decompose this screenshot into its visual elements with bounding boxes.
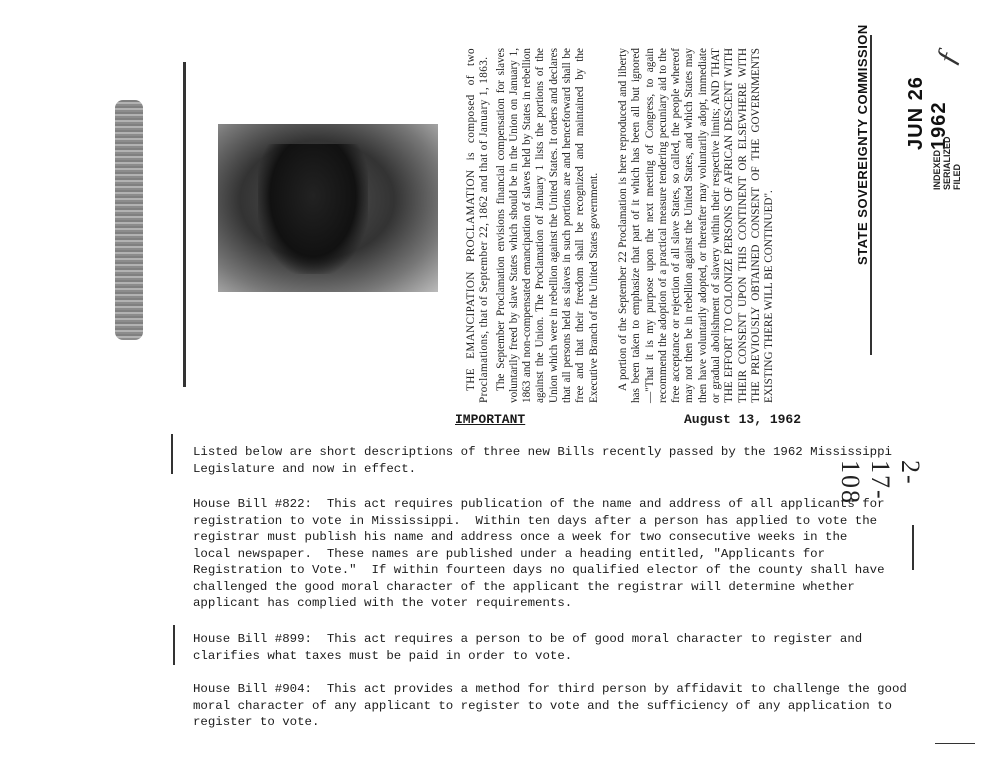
house-bill-822: House Bill #822: This act requires publication of the name and address of all applicants for registration to vote in Mississippi. Within ten days after a person has applied to vote the registrar must publish his name and address once a week for two consecutive weeks in the local newspaper. These names are published under a heading entitled, "Applicants for Registration to Vote." If within fourteen days no qualified elector of the county shall have challenged the good moral character of the applicant the registrar will determine whether applicant has complied with the voter requirements. xyxy=(193,497,885,610)
torn-edge xyxy=(115,100,143,340)
house-bill-904: House Bill #904: This act provides a method for third person by affidavit to challenge the good moral character of any applicant to register to vote and the sufficiency of any application to register to vote. xyxy=(193,682,907,729)
clipping-column-1 xyxy=(465,48,604,403)
heading-date: August 13, 1962 xyxy=(684,412,802,427)
heading-important: IMPORTANT xyxy=(455,412,526,427)
house-bill-899: House Bill #899: This act requires a person to be of good moral character to register and clarifies what taxes must be paid in order to vote. xyxy=(193,632,863,663)
clipping-para-3: A portion of the September 22 Proclamation is here reproduced and liberty has been taken to emphasize that part of it which has been all but ignored—"That it is my purpose upon the next meeting of Congress, to again recommend the adoption of a practical measure tendering pecuniary aid to the free acceptance or rejection of all slave States, so called, the people whereof may not then be in rebellion against the United States, and which States may then have voluntarily adopted, or thereafter may voluntarily adopt, immediate or gradual abolishment of slavery within their respective limits; AND THAT THE EFFORT TO COLONIZE PERSONS OF AFRICAN DESCENT WITH THEIR CONSENT UPON THIS CONTINENT OR ELSEWHERE WITH THE PREVIOUSLY OBTAINED CONSENT OF THE GOVERNMENTS EXISTING THERE WILL BE CONTINUED". xyxy=(617,48,776,403)
stamp-line-filed: FILED xyxy=(952,164,962,190)
signature-mark: ƒ xyxy=(928,44,966,70)
rule-left xyxy=(183,62,186,387)
stamp-lines xyxy=(932,136,962,190)
rule-right xyxy=(870,35,872,355)
margin-mark-left xyxy=(171,434,173,474)
stamp-line-serialized: SERIALIZED xyxy=(942,136,952,190)
intro-paragraph: Listed below are short descriptions of three new Bills recently passed by the 1962 Mississippi Legislature and now in effect. xyxy=(193,445,892,476)
portrait-photo xyxy=(218,124,438,292)
clipping-para-1: THE EMANCIPATION PROCLAMATION is composed of two Proclamations, that of September 22, 1862 and that of January 1, 1863. xyxy=(465,48,491,403)
clipping-column-2 xyxy=(617,48,780,403)
stamp-line-indexed: INDEXED xyxy=(932,149,942,190)
stamp-date: JUN 26 1962 xyxy=(905,76,950,150)
file-number: 2-17-108 xyxy=(836,460,925,505)
bottom-rule xyxy=(935,743,975,744)
clipping-para-2: The September Proclamation envisions financial compensation for slaves voluntarily freed by slave States which should be in the Union on January 1, 1863 and non-compensated emancipation of slaves held by States in rebellion against the Union. The Proclamation of January 1 lists the portions of the Union which were in rebellion against the United States. It orders and declares that all persons held as slaves in such portions are and henceforward shall be free and that their freedom shall be recognized and maintained by the Executive Branch of the United States government. xyxy=(494,48,600,403)
stamp-header: STATE SOVEREIGNTY COMMISSION xyxy=(855,24,870,265)
margin-mark-left-2 xyxy=(173,625,175,665)
margin-mark-right xyxy=(912,525,914,570)
